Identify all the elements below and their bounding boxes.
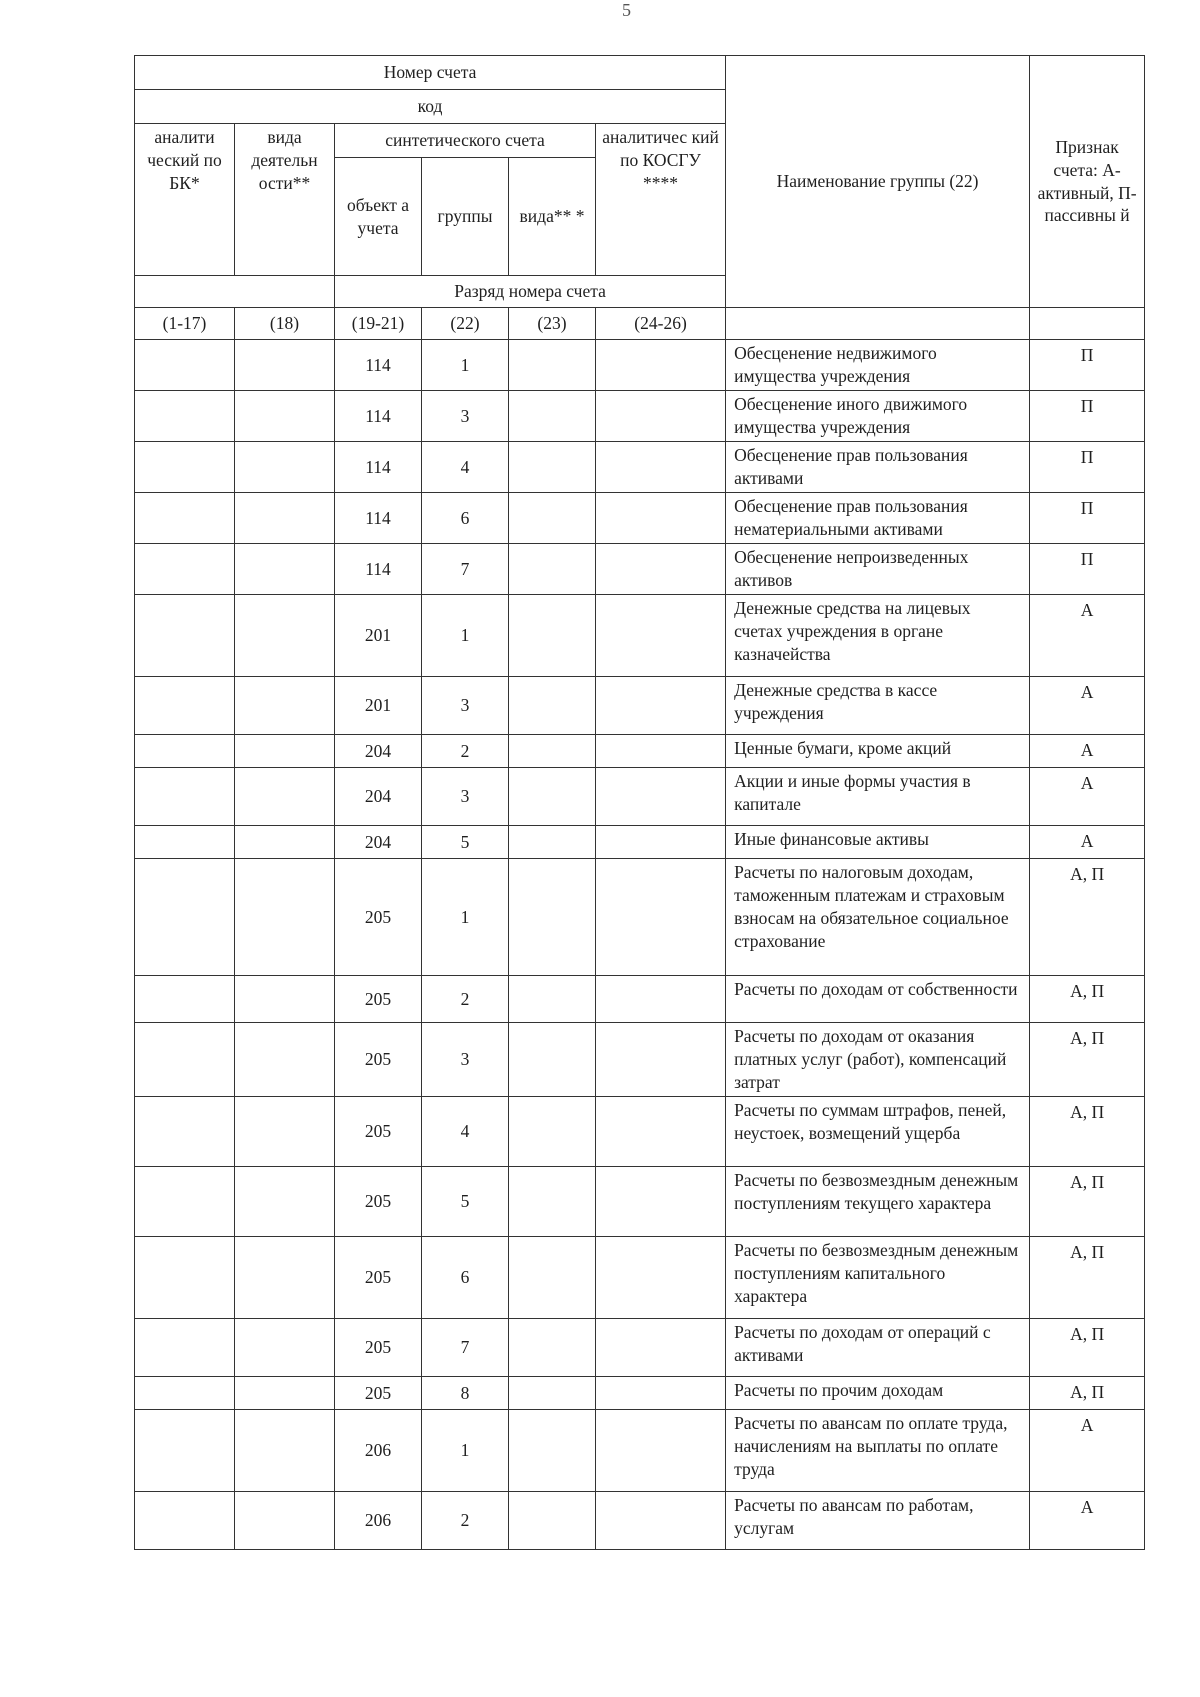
cell-sign: А, П <box>1030 859 1145 976</box>
cell-activity <box>235 677 335 735</box>
cell-activity <box>235 1410 335 1492</box>
cell-type <box>509 859 596 976</box>
cell-group-name: Расчеты по доходам от операций с активами <box>726 1319 1030 1377</box>
range-1: (1-17) <box>135 308 235 340</box>
cell-activity <box>235 735 335 768</box>
cell-group-name: Акции и иные формы участия в капитале <box>726 768 1030 826</box>
range-6: (24-26) <box>596 308 726 340</box>
table-row <box>135 1023 1145 1097</box>
header-synthetic: синтетического счета <box>335 124 596 158</box>
cell-type <box>509 677 596 735</box>
cell-group: 6 <box>422 1237 509 1319</box>
cell-object: 205 <box>335 1167 422 1237</box>
cell-group: 1 <box>422 1410 509 1492</box>
cell-group: 7 <box>422 1319 509 1377</box>
cell-group-name: Денежные средства на лицевых счетах учреждения в органе казначейства <box>726 595 1030 677</box>
cell-type <box>509 340 596 391</box>
table-row <box>135 1237 1145 1319</box>
cell-sign: П <box>1030 493 1145 544</box>
cell-group-name: Расчеты по доходам от собственности <box>726 976 1030 1023</box>
cell-group: 6 <box>422 493 509 544</box>
cell-kosgu <box>596 976 726 1023</box>
cell-analytic-bk <box>135 442 235 493</box>
range-5: (23) <box>509 308 596 340</box>
cell-analytic-bk <box>135 976 235 1023</box>
cell-sign: А, П <box>1030 1097 1145 1167</box>
range-3: (19-21) <box>335 308 422 340</box>
cell-group: 3 <box>422 391 509 442</box>
cell-sign: А, П <box>1030 1319 1145 1377</box>
cell-analytic-bk <box>135 1167 235 1237</box>
cell-sign: А <box>1030 1410 1145 1492</box>
cell-activity <box>235 442 335 493</box>
cell-type <box>509 1377 596 1410</box>
table-row <box>135 826 1145 859</box>
header-analytic-bk: аналити ческий по БК* <box>135 124 235 276</box>
cell-activity <box>235 595 335 677</box>
cell-kosgu <box>596 544 726 595</box>
header-object: объект а учета <box>335 158 422 276</box>
cell-sign: А <box>1030 735 1145 768</box>
cell-sign: А, П <box>1030 976 1145 1023</box>
cell-sign: А <box>1030 768 1145 826</box>
range-sign-blank <box>1030 308 1145 340</box>
table-body <box>135 340 1145 1550</box>
cell-type <box>509 442 596 493</box>
table-row <box>135 677 1145 735</box>
cell-object: 205 <box>335 976 422 1023</box>
cell-type <box>509 1237 596 1319</box>
cell-object: 201 <box>335 677 422 735</box>
table-row <box>135 340 1145 391</box>
table-row <box>135 1377 1145 1410</box>
cell-analytic-bk <box>135 391 235 442</box>
cell-object: 114 <box>335 340 422 391</box>
cell-sign: А <box>1030 677 1145 735</box>
cell-activity <box>235 340 335 391</box>
cell-kosgu <box>596 1237 726 1319</box>
cell-type <box>509 735 596 768</box>
header-digit-row: Разряд номера счета <box>335 276 726 308</box>
header-blank <box>135 276 335 308</box>
cell-group-name: Обесценение прав пользования активами <box>726 442 1030 493</box>
cell-sign: А, П <box>1030 1237 1145 1319</box>
cell-object: 114 <box>335 544 422 595</box>
cell-analytic-bk <box>135 1097 235 1167</box>
page-top-mark: 5 <box>622 0 631 20</box>
cell-activity <box>235 1492 335 1550</box>
cell-group: 7 <box>422 544 509 595</box>
cell-object: 205 <box>335 1097 422 1167</box>
cell-sign: П <box>1030 391 1145 442</box>
cell-type <box>509 1319 596 1377</box>
cell-kosgu <box>596 1167 726 1237</box>
cell-type <box>509 1167 596 1237</box>
cell-group-name: Расчеты по суммам штрафов, пеней, неустоек, возмещений ущерба <box>726 1097 1030 1167</box>
header-group-name: Наименование группы (22) <box>726 56 1030 308</box>
cell-group: 5 <box>422 826 509 859</box>
cell-type <box>509 595 596 677</box>
cell-analytic-bk <box>135 1377 235 1410</box>
cell-group: 2 <box>422 976 509 1023</box>
cell-analytic-bk <box>135 735 235 768</box>
cell-activity <box>235 1097 335 1167</box>
cell-group-name: Ценные бумаги, кроме акций <box>726 735 1030 768</box>
cell-kosgu <box>596 768 726 826</box>
accounts-table <box>134 55 1145 1550</box>
table-row <box>135 595 1145 677</box>
header-kosgu: аналитичес кий по КОСГУ **** <box>596 124 726 276</box>
cell-object: 205 <box>335 1319 422 1377</box>
cell-type <box>509 976 596 1023</box>
cell-group: 3 <box>422 677 509 735</box>
table-row <box>135 391 1145 442</box>
table-row <box>135 442 1145 493</box>
cell-analytic-bk <box>135 826 235 859</box>
table-row <box>135 1492 1145 1550</box>
header-account-number: Номер счета <box>135 56 726 90</box>
range-4: (22) <box>422 308 509 340</box>
cell-group: 5 <box>422 1167 509 1237</box>
cell-analytic-bk <box>135 1410 235 1492</box>
header-groups: группы <box>422 158 509 276</box>
cell-analytic-bk <box>135 1237 235 1319</box>
cell-analytic-bk <box>135 544 235 595</box>
cell-object: 204 <box>335 735 422 768</box>
cell-type <box>509 1023 596 1097</box>
cell-object: 204 <box>335 826 422 859</box>
cell-type <box>509 391 596 442</box>
cell-object: 205 <box>335 1377 422 1410</box>
cell-object: 201 <box>335 595 422 677</box>
range-2: (18) <box>235 308 335 340</box>
table-row <box>135 768 1145 826</box>
cell-kosgu <box>596 1492 726 1550</box>
cell-kosgu <box>596 735 726 768</box>
cell-sign: А, П <box>1030 1377 1145 1410</box>
cell-group-name: Расчеты по авансам по работам, услугам <box>726 1492 1030 1550</box>
cell-type <box>509 493 596 544</box>
cell-sign: П <box>1030 544 1145 595</box>
cell-analytic-bk <box>135 677 235 735</box>
cell-type <box>509 1410 596 1492</box>
header-code: код <box>135 90 726 124</box>
cell-sign: А, П <box>1030 1167 1145 1237</box>
cell-kosgu <box>596 442 726 493</box>
cell-group: 3 <box>422 768 509 826</box>
cell-kosgu <box>596 1097 726 1167</box>
cell-object: 204 <box>335 768 422 826</box>
table-row <box>135 544 1145 595</box>
cell-group-name: Расчеты по безвозмездным денежным поступлениям текущего характера <box>726 1167 1030 1237</box>
cell-activity <box>235 826 335 859</box>
cell-activity <box>235 493 335 544</box>
cell-kosgu <box>596 859 726 976</box>
table-row <box>135 1097 1145 1167</box>
cell-activity <box>235 1167 335 1237</box>
table-row <box>135 1167 1145 1237</box>
cell-group-name: Обесценение недвижимого имущества учреждения <box>726 340 1030 391</box>
cell-group: 2 <box>422 735 509 768</box>
cell-group: 4 <box>422 1097 509 1167</box>
cell-activity <box>235 976 335 1023</box>
cell-type <box>509 544 596 595</box>
cell-group-name: Расчеты по авансам по оплате труда, начислениям на выплаты по оплате труда <box>726 1410 1030 1492</box>
cell-group-name: Расчеты по прочим доходам <box>726 1377 1030 1410</box>
cell-analytic-bk <box>135 595 235 677</box>
cell-group: 2 <box>422 1492 509 1550</box>
cell-kosgu <box>596 826 726 859</box>
cell-analytic-bk <box>135 340 235 391</box>
cell-analytic-bk <box>135 493 235 544</box>
cell-type <box>509 768 596 826</box>
cell-sign: А <box>1030 1492 1145 1550</box>
cell-object: 114 <box>335 493 422 544</box>
cell-type <box>509 1492 596 1550</box>
cell-group-name: Обесценение иного движимого имущества учреждения <box>726 391 1030 442</box>
cell-kosgu <box>596 595 726 677</box>
cell-kosgu <box>596 391 726 442</box>
cell-activity <box>235 391 335 442</box>
header-sign: Признак счета: А-активный, П-пассивны й <box>1030 56 1145 308</box>
cell-activity <box>235 1377 335 1410</box>
cell-activity <box>235 1319 335 1377</box>
cell-activity <box>235 859 335 976</box>
cell-sign: П <box>1030 442 1145 493</box>
cell-object: 114 <box>335 442 422 493</box>
header-type: вида** * <box>509 158 596 276</box>
cell-group: 4 <box>422 442 509 493</box>
cell-activity <box>235 768 335 826</box>
cell-type <box>509 1097 596 1167</box>
cell-analytic-bk <box>135 1319 235 1377</box>
table-row <box>135 859 1145 976</box>
table-row <box>135 1319 1145 1377</box>
cell-group: 1 <box>422 859 509 976</box>
cell-group-name: Обесценение прав пользования нематериальными активами <box>726 493 1030 544</box>
cell-object: 205 <box>335 1237 422 1319</box>
range-name-blank <box>726 308 1030 340</box>
cell-object: 206 <box>335 1410 422 1492</box>
cell-kosgu <box>596 1410 726 1492</box>
cell-type <box>509 826 596 859</box>
cell-activity <box>235 1237 335 1319</box>
cell-group: 1 <box>422 595 509 677</box>
cell-group-name: Расчеты по доходам от оказания платных услуг (работ), компенсаций затрат <box>726 1023 1030 1097</box>
table-row <box>135 976 1145 1023</box>
cell-group-name: Расчеты по налоговым доходам, таможенным платежам и страховым взносам на обязательное социальное страхование <box>726 859 1030 976</box>
cell-kosgu <box>596 1319 726 1377</box>
cell-object: 205 <box>335 859 422 976</box>
table-row <box>135 493 1145 544</box>
cell-sign: А, П <box>1030 1023 1145 1097</box>
cell-kosgu <box>596 493 726 544</box>
cell-analytic-bk <box>135 1023 235 1097</box>
cell-group-name: Денежные средства в кассе учреждения <box>726 677 1030 735</box>
cell-kosgu <box>596 1377 726 1410</box>
cell-sign: П <box>1030 340 1145 391</box>
header-activity: вида деятельн ости** <box>235 124 335 276</box>
table-row <box>135 735 1145 768</box>
cell-group: 8 <box>422 1377 509 1410</box>
cell-group: 3 <box>422 1023 509 1097</box>
cell-kosgu <box>596 340 726 391</box>
cell-activity <box>235 544 335 595</box>
cell-group: 1 <box>422 340 509 391</box>
cell-kosgu <box>596 677 726 735</box>
cell-object: 205 <box>335 1023 422 1097</box>
cell-group-name: Иные финансовые активы <box>726 826 1030 859</box>
cell-analytic-bk <box>135 1492 235 1550</box>
cell-object: 114 <box>335 391 422 442</box>
cell-analytic-bk <box>135 768 235 826</box>
cell-kosgu <box>596 1023 726 1097</box>
cell-sign: А <box>1030 595 1145 677</box>
cell-analytic-bk <box>135 859 235 976</box>
table-row <box>135 1410 1145 1492</box>
cell-sign: А <box>1030 826 1145 859</box>
cell-group-name: Расчеты по безвозмездным денежным поступлениям капитального характера <box>726 1237 1030 1319</box>
cell-group-name: Обесценение непроизведенных активов <box>726 544 1030 595</box>
cell-activity <box>235 1023 335 1097</box>
cell-object: 206 <box>335 1492 422 1550</box>
